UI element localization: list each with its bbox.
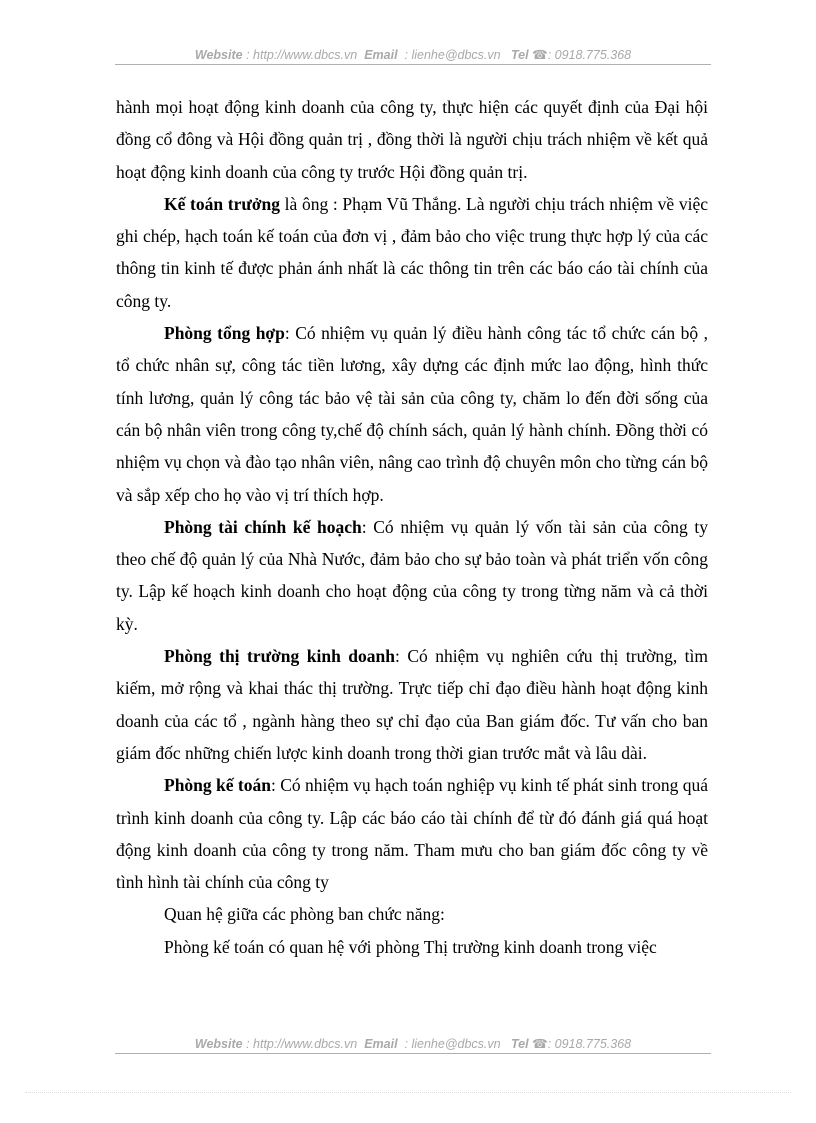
footer-website-label: Website — [194, 1037, 243, 1051]
header-rule — [115, 64, 711, 65]
header-website-link[interactable]: : http://www.dbcs.vn — [246, 48, 358, 62]
paragraph-chief-accountant — [116, 188, 708, 317]
footer-email-link[interactable]: : lienhe@dbcs.vn — [404, 1037, 501, 1051]
paragraph-term: Phòng kế toán — [164, 775, 271, 796]
paragraph-text: là ông : Phạm Vũ Thắng. Là người chịu trách nhiệm về việc ghi chép, hạch toán kế toán của đơn vị , đảm bảo cho việc trung thực hợp lý của các thông tin kinh tế được phản ánh nhất là các thông tin trên các báo cáo tài chính của công ty. — [116, 193, 708, 311]
header-email-label: Email — [364, 48, 398, 62]
paragraph-general-dept — [116, 317, 708, 511]
paragraph-text: hành mọi hoạt động kinh doanh của công ty, thực hiện các quyết định của Đại hội đồng cổ đông và Hội đồng quản trị , đồng thời là người chịu trách nhiệm về kết quả hoạt động kinh doanh của công ty trước Hội đồng quản trị. — [116, 97, 708, 182]
paragraph-text: : Có nhiệm vụ nghiên cứu thị trường, tìm kiếm, mở rộng và khai thác thị trường. Trực tiếp chỉ đạo điều hành hoạt động kinh doanh của các tổ , ngành hàng theo sự chỉ đạo của Ban giám đốc. Tư vấn cho ban giám đốc những chiến lược kinh doanh trong thời gian trước mắt và lâu dài. — [116, 646, 708, 763]
paragraph-term: Phòng tài chính kế hoạch — [164, 516, 362, 537]
phone-icon: ☎ — [532, 48, 548, 62]
page-header — [115, 47, 711, 63]
paragraph-text: Phòng kế toán có quan hệ với phòng Thị trường kinh doanh trong việc — [164, 936, 657, 957]
paragraph-finance-planning-dept — [116, 511, 708, 640]
paragraph-accounting-dept — [116, 769, 708, 898]
footer-rule — [115, 1053, 711, 1054]
phone-icon: ☎ — [532, 1037, 548, 1051]
footer-tel-value: : 0918.775.368 — [547, 1037, 632, 1051]
paragraph-relations-heading — [116, 898, 708, 930]
document-body — [116, 91, 708, 963]
paragraph-text: Quan hệ giữa các phòng ban chức năng: — [164, 904, 445, 925]
paragraph-relations — [116, 931, 708, 963]
paragraph-term: Phòng thị trường kinh doanh — [164, 646, 395, 667]
header-tel-label: Tel — [511, 48, 529, 62]
header-website-label: Website — [194, 48, 243, 62]
footer-website-link[interactable]: : http://www.dbcs.vn — [246, 1037, 358, 1051]
paragraph-term: Kế toán trưởng — [164, 193, 281, 214]
paragraph-1 — [116, 91, 708, 188]
page-footer — [115, 1036, 711, 1052]
header-email-link[interactable]: : lienhe@dbcs.vn — [404, 48, 501, 62]
paragraph-term: Phòng tổng hợp — [164, 323, 285, 344]
footer-email-label: Email — [364, 1037, 398, 1051]
paragraph-text: : Có nhiệm vụ quản lý điều hành công tác tổ chức cán bộ , tổ chức nhân sự, công tác tiền lương, xây dựng các định mức lao động, hình thức tính lương, quản lý công tác bảo vệ tài sản của công ty, chăm lo đến đời sống của cán bộ nhân viên trong công ty,chế độ chính sách, quản lý hành chính. Đồng thời có nhiệm vụ chọn và đào tạo nhân viên, nâng cao trình độ chuyên môn cho từng cán bộ và sắp xếp cho họ vào vị trí thích hợp. — [116, 323, 708, 505]
footer-tel-label: Tel — [511, 1037, 529, 1051]
paragraph-text: : Có nhiệm vụ quản lý vốn tài sản của công ty theo chế độ quản lý của Nhà Nước, đảm bảo cho sự bảo toàn và phát triển vốn công ty. Lập kế hoạch kinh doanh cho hoạt động của công ty trong từng năm và cả thời kỳ. — [116, 516, 709, 634]
paragraph-text: : Có nhiệm vụ hạch toán nghiệp vụ kinh tế phát sinh trong quá trình kinh doanh của công ty. Lập các báo cáo tài chính để từ đó đánh giá quá hoạt động kinh doanh của công ty trong năm. Tham mưu cho ban giám đốc công ty về tình hình tài chính của công ty — [116, 775, 708, 893]
page-bottom-divider — [25, 1092, 791, 1093]
header-tel-value: : 0918.775.368 — [547, 48, 632, 62]
paragraph-market-business-dept — [116, 640, 708, 769]
